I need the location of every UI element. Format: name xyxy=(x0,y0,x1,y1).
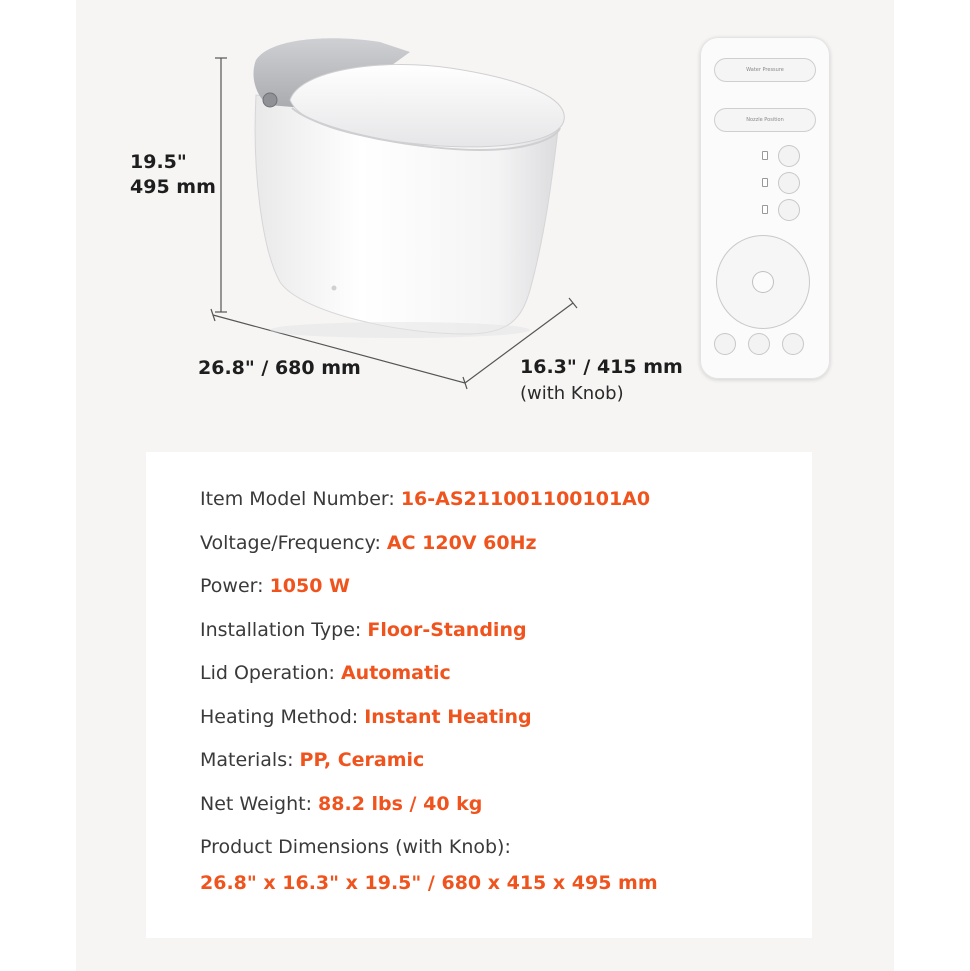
spec-label: Item Model Number: xyxy=(200,488,401,510)
toilet-image xyxy=(253,38,564,338)
spec-value: PP, Ceramic xyxy=(299,749,425,771)
spec-label: Heating Method: xyxy=(200,706,365,728)
water-pressure-button: Water Pressure xyxy=(714,58,816,82)
dial-center-button xyxy=(752,271,774,293)
knob-icon xyxy=(263,93,277,107)
height-mm: 495 mm xyxy=(130,175,216,198)
function-button xyxy=(778,172,800,194)
control-dial xyxy=(716,235,810,329)
indicator-light xyxy=(762,178,768,187)
depth-dimension: 16.3" / 415 mm xyxy=(520,356,683,378)
function-button xyxy=(714,333,736,355)
spec-model-number xyxy=(200,488,650,510)
specifications-card xyxy=(146,452,812,938)
spec-value: 16-AS211001100101A0 xyxy=(400,488,651,510)
spec-value: Floor-Standing xyxy=(367,619,527,641)
spec-installation-type xyxy=(200,619,527,641)
function-button xyxy=(778,199,800,221)
spec-value: 88.2 lbs / 40 kg xyxy=(318,793,483,815)
spec-value: Automatic xyxy=(340,662,451,684)
spec-label: Installation Type: xyxy=(200,619,368,641)
indicator-light xyxy=(762,151,768,160)
spec-product-dimensions-value: 26.8" x 16.3" x 19.5" / 680 x 415 x 495 mm xyxy=(200,872,658,894)
function-button xyxy=(748,333,770,355)
depth-note: (with Knob) xyxy=(520,383,624,404)
nozzle-position-button: Nozzle Position xyxy=(714,108,816,132)
spec-label: Voltage/Frequency: xyxy=(200,532,387,554)
spec-label: Materials: xyxy=(200,749,300,771)
function-button xyxy=(778,145,800,167)
width-dimension: 26.8" / 680 mm xyxy=(198,357,361,379)
spec-product-dimensions-label: Product Dimensions (with Knob): xyxy=(200,836,511,858)
indicator-light xyxy=(762,205,768,214)
spec-heating-method xyxy=(200,706,532,728)
remote-control xyxy=(700,37,830,379)
height-inches: 19.5" xyxy=(130,151,187,173)
height-dimension xyxy=(130,150,216,199)
spec-label: Lid Operation: xyxy=(200,662,341,684)
spec-value: 1050 W xyxy=(269,575,351,597)
spec-label: Power: xyxy=(200,575,270,597)
spec-voltage xyxy=(200,532,537,554)
spec-net-weight xyxy=(200,793,482,815)
spec-lid-operation xyxy=(200,662,451,684)
spec-value: Instant Heating xyxy=(364,706,532,728)
spec-power xyxy=(200,575,350,597)
function-button xyxy=(782,333,804,355)
spec-value: AC 120V 60Hz xyxy=(386,532,537,554)
spec-label: Net Weight: xyxy=(200,793,319,815)
spec-materials xyxy=(200,749,424,771)
